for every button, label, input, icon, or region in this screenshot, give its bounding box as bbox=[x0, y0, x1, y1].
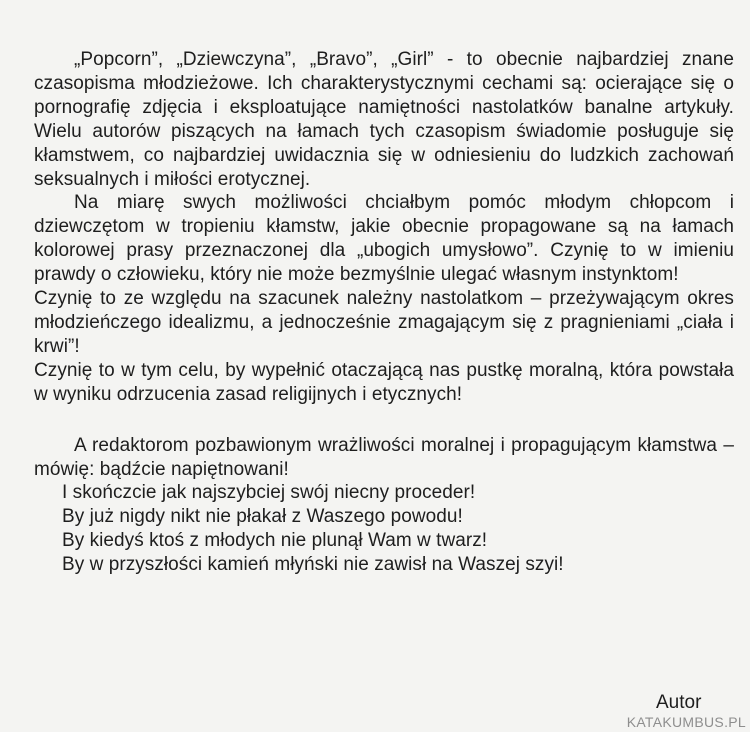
closing-line: I skończcie jak najszybciej swój niecny proceder! bbox=[62, 482, 476, 504]
author-signature: Autor bbox=[656, 692, 702, 713]
closing-lines bbox=[34, 481, 734, 577]
paragraph-respect: Czynię to ze względu na szacunek należny nastolatkom – przeżywającym okres młodzieńczego idealizmu, a jednocześnie zmagającym się z pragnieniami „ciała i krwi”! bbox=[34, 288, 734, 357]
paragraph-intent: Na miarę swych możliwości chciałbym pomóc młodym chłopcom i dziewczętom w tropieniu kłamstw, jakie obecnie propagowane są na łamach kolorowej prasy przeznaczonej dla „ubogich umysłowo”. Czynię to w imieniu prawdy o człowieku, który nie może bezmyślnie ulegać własnym instynktom! bbox=[34, 192, 734, 286]
closing-line: By w przyszłości kamień młyński nie zawisł na Waszej szyi! bbox=[62, 554, 564, 576]
closing-line: By kiedyś ktoś z młodych nie plunął Wam w twarz! bbox=[62, 530, 488, 552]
paragraph-purpose: Czynię to w tym celu, by wypełnić otaczającą nas pustkę moralną, która powstała w wyniku odrzucenia zasad religijnych i etycznych! bbox=[34, 359, 734, 405]
document-body bbox=[34, 48, 734, 577]
paragraph-magazines: „Popcorn”, „Dziewczyna”, „Bravo”, „Girl” - to obecnie najbardziej znane czasopisma młodzieżowe. Ich charakterystycznymi cechami są: ocierające się o pornografię zdjęcia i eksploatujące namiętności nastolatków banalne artykuły. Wielu autorów piszących na łamach tych czasopism świadomie posługuje się kłamstwem, co najbardziej uwidacznia się w odniesieniu do ludzkich zachowań seksualnych i miłości erotycznej. bbox=[34, 49, 734, 190]
paragraph-editors: A redaktorom pozbawionym wrażliwości moralnej i propagującym kłamstwa – mówię: bądźcie napiętnowani! bbox=[34, 434, 734, 480]
closing-line: By już nigdy nikt nie płakał z Waszego powodu! bbox=[62, 506, 463, 528]
paragraph-gap bbox=[34, 407, 734, 434]
site-watermark: KATAKUMBUS.PL bbox=[626, 714, 746, 730]
